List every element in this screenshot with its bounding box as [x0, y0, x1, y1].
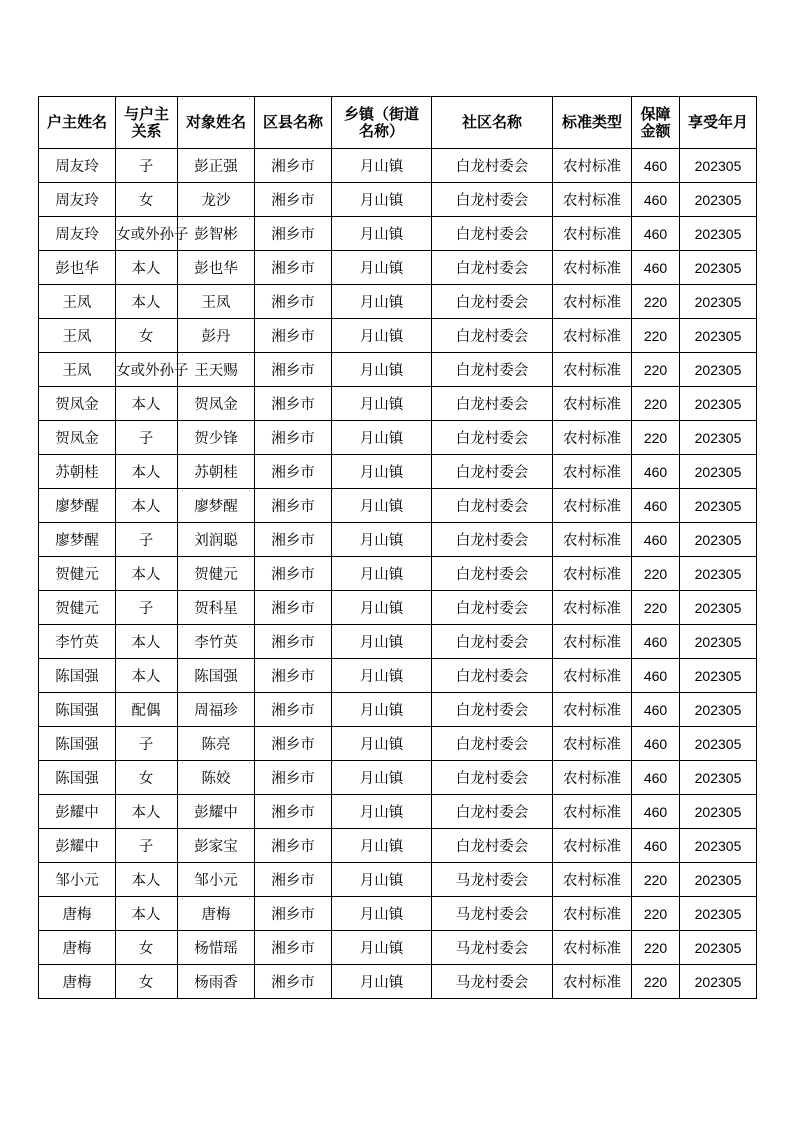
cell-householder-name: 陈国强	[39, 659, 116, 693]
cell-town: 月山镇	[332, 931, 432, 965]
cell-amount: 460	[632, 761, 680, 795]
cell-householder-name: 周友玲	[39, 217, 116, 251]
cell-town: 月山镇	[332, 183, 432, 217]
cell-recipient-name: 刘润聪	[178, 523, 255, 557]
cell-month: 202305	[680, 149, 757, 183]
header-community: 社区名称	[432, 97, 553, 149]
cell-standard-type: 农村标准	[553, 727, 632, 761]
cell-community: 白龙村委会	[432, 659, 553, 693]
cell-relation: 女或外孙子	[116, 353, 178, 387]
table-row	[39, 149, 757, 183]
table-row	[39, 557, 757, 591]
cell-standard-type: 农村标准	[553, 625, 632, 659]
cell-standard-type: 农村标准	[553, 523, 632, 557]
table-row	[39, 931, 757, 965]
cell-relation: 女	[116, 965, 178, 999]
cell-amount: 220	[632, 319, 680, 353]
cell-town: 月山镇	[332, 285, 432, 319]
cell-householder-name: 王凤	[39, 285, 116, 319]
cell-standard-type: 农村标准	[553, 489, 632, 523]
cell-relation: 子	[116, 829, 178, 863]
table-row	[39, 965, 757, 999]
cell-county: 湘乡市	[255, 829, 332, 863]
table-row	[39, 659, 757, 693]
cell-amount: 460	[632, 693, 680, 727]
cell-county: 湘乡市	[255, 897, 332, 931]
header-county: 区县名称	[255, 97, 332, 149]
table-row	[39, 489, 757, 523]
cell-relation: 本人	[116, 625, 178, 659]
cell-householder-name: 廖梦醒	[39, 523, 116, 557]
cell-amount: 460	[632, 625, 680, 659]
cell-month: 202305	[680, 523, 757, 557]
cell-relation: 本人	[116, 557, 178, 591]
cell-amount: 220	[632, 591, 680, 625]
table-row	[39, 319, 757, 353]
cell-county: 湘乡市	[255, 863, 332, 897]
subsidy-table	[38, 96, 757, 999]
cell-town: 月山镇	[332, 659, 432, 693]
cell-standard-type: 农村标准	[553, 387, 632, 421]
cell-standard-type: 农村标准	[553, 931, 632, 965]
table-row	[39, 761, 757, 795]
cell-county: 湘乡市	[255, 319, 332, 353]
cell-town: 月山镇	[332, 693, 432, 727]
cell-amount: 460	[632, 455, 680, 489]
table-row	[39, 693, 757, 727]
cell-community: 白龙村委会	[432, 251, 553, 285]
cell-recipient-name: 彭智彬	[178, 217, 255, 251]
cell-standard-type: 农村标准	[553, 863, 632, 897]
cell-town: 月山镇	[332, 863, 432, 897]
cell-community: 白龙村委会	[432, 387, 553, 421]
table-row	[39, 795, 757, 829]
cell-recipient-name: 彭丹	[178, 319, 255, 353]
cell-recipient-name: 王凤	[178, 285, 255, 319]
cell-month: 202305	[680, 761, 757, 795]
cell-standard-type: 农村标准	[553, 319, 632, 353]
cell-relation: 女	[116, 319, 178, 353]
cell-town: 月山镇	[332, 353, 432, 387]
cell-recipient-name: 李竹英	[178, 625, 255, 659]
cell-community: 白龙村委会	[432, 455, 553, 489]
cell-householder-name: 贺健元	[39, 591, 116, 625]
cell-town: 月山镇	[332, 727, 432, 761]
cell-householder-name: 陈国强	[39, 761, 116, 795]
table-row	[39, 421, 757, 455]
cell-recipient-name: 贺科星	[178, 591, 255, 625]
cell-relation: 子	[116, 727, 178, 761]
cell-community: 白龙村委会	[432, 489, 553, 523]
cell-householder-name: 贺健元	[39, 557, 116, 591]
cell-amount: 220	[632, 353, 680, 387]
cell-amount: 220	[632, 897, 680, 931]
cell-householder-name: 贺凤金	[39, 421, 116, 455]
cell-community: 白龙村委会	[432, 795, 553, 829]
cell-relation: 本人	[116, 387, 178, 421]
cell-relation: 本人	[116, 863, 178, 897]
cell-relation: 本人	[116, 795, 178, 829]
cell-month: 202305	[680, 319, 757, 353]
cell-householder-name: 廖梦醒	[39, 489, 116, 523]
cell-recipient-name: 唐梅	[178, 897, 255, 931]
table-row	[39, 523, 757, 557]
cell-county: 湘乡市	[255, 251, 332, 285]
cell-town: 月山镇	[332, 251, 432, 285]
cell-amount: 460	[632, 829, 680, 863]
cell-standard-type: 农村标准	[553, 659, 632, 693]
cell-town: 月山镇	[332, 625, 432, 659]
cell-relation: 子	[116, 421, 178, 455]
cell-month: 202305	[680, 931, 757, 965]
cell-standard-type: 农村标准	[553, 591, 632, 625]
cell-householder-name: 陈国强	[39, 693, 116, 727]
cell-relation: 女	[116, 761, 178, 795]
cell-community: 白龙村委会	[432, 625, 553, 659]
cell-county: 湘乡市	[255, 625, 332, 659]
table-row	[39, 387, 757, 421]
cell-amount: 460	[632, 795, 680, 829]
table-row	[39, 863, 757, 897]
table-row	[39, 251, 757, 285]
cell-standard-type: 农村标准	[553, 455, 632, 489]
cell-county: 湘乡市	[255, 149, 332, 183]
cell-month: 202305	[680, 217, 757, 251]
cell-community: 白龙村委会	[432, 761, 553, 795]
cell-amount: 220	[632, 285, 680, 319]
cell-recipient-name: 贺健元	[178, 557, 255, 591]
cell-month: 202305	[680, 659, 757, 693]
cell-recipient-name: 廖梦醒	[178, 489, 255, 523]
cell-community: 白龙村委会	[432, 217, 553, 251]
cell-county: 湘乡市	[255, 727, 332, 761]
cell-relation: 子	[116, 523, 178, 557]
cell-county: 湘乡市	[255, 217, 332, 251]
cell-recipient-name: 彭家宝	[178, 829, 255, 863]
cell-householder-name: 唐梅	[39, 897, 116, 931]
cell-relation: 本人	[116, 489, 178, 523]
cell-householder-name: 邹小元	[39, 863, 116, 897]
cell-town: 月山镇	[332, 149, 432, 183]
cell-recipient-name: 苏朝桂	[178, 455, 255, 489]
cell-community: 白龙村委会	[432, 285, 553, 319]
cell-recipient-name: 杨惜瑶	[178, 931, 255, 965]
cell-amount: 220	[632, 421, 680, 455]
cell-householder-name: 彭也华	[39, 251, 116, 285]
cell-town: 月山镇	[332, 421, 432, 455]
cell-month: 202305	[680, 897, 757, 931]
header-town: 乡镇（街道 名称）	[332, 97, 432, 149]
table-row	[39, 591, 757, 625]
cell-town: 月山镇	[332, 557, 432, 591]
cell-town: 月山镇	[332, 897, 432, 931]
cell-community: 白龙村委会	[432, 523, 553, 557]
cell-community: 马龙村委会	[432, 931, 553, 965]
table-row	[39, 183, 757, 217]
cell-community: 白龙村委会	[432, 693, 553, 727]
cell-county: 湘乡市	[255, 353, 332, 387]
cell-amount: 460	[632, 727, 680, 761]
cell-month: 202305	[680, 251, 757, 285]
cell-standard-type: 农村标准	[553, 761, 632, 795]
cell-householder-name: 周友玲	[39, 183, 116, 217]
cell-community: 马龙村委会	[432, 965, 553, 999]
cell-month: 202305	[680, 965, 757, 999]
cell-amount: 220	[632, 965, 680, 999]
header-householder-name: 户主姓名	[39, 97, 116, 149]
table-row	[39, 353, 757, 387]
cell-standard-type: 农村标准	[553, 183, 632, 217]
cell-householder-name: 陈国强	[39, 727, 116, 761]
cell-amount: 460	[632, 659, 680, 693]
table-row	[39, 455, 757, 489]
cell-community: 马龙村委会	[432, 863, 553, 897]
cell-amount: 460	[632, 251, 680, 285]
cell-county: 湘乡市	[255, 557, 332, 591]
cell-relation: 女	[116, 931, 178, 965]
cell-householder-name: 苏朝桂	[39, 455, 116, 489]
cell-standard-type: 农村标准	[553, 353, 632, 387]
cell-householder-name: 王凤	[39, 353, 116, 387]
cell-town: 月山镇	[332, 761, 432, 795]
cell-town: 月山镇	[332, 829, 432, 863]
cell-month: 202305	[680, 489, 757, 523]
cell-recipient-name: 彭正强	[178, 149, 255, 183]
cell-relation: 女	[116, 183, 178, 217]
cell-month: 202305	[680, 727, 757, 761]
cell-recipient-name: 王天赐	[178, 353, 255, 387]
cell-recipient-name: 邹小元	[178, 863, 255, 897]
cell-amount: 460	[632, 523, 680, 557]
cell-county: 湘乡市	[255, 285, 332, 319]
cell-town: 月山镇	[332, 455, 432, 489]
cell-householder-name: 唐梅	[39, 931, 116, 965]
table-row	[39, 829, 757, 863]
cell-month: 202305	[680, 421, 757, 455]
cell-county: 湘乡市	[255, 761, 332, 795]
cell-community: 白龙村委会	[432, 421, 553, 455]
cell-county: 湘乡市	[255, 931, 332, 965]
cell-month: 202305	[680, 795, 757, 829]
cell-county: 湘乡市	[255, 183, 332, 217]
cell-relation: 子	[116, 591, 178, 625]
cell-householder-name: 唐梅	[39, 965, 116, 999]
cell-community: 白龙村委会	[432, 591, 553, 625]
header-standard-type: 标准类型	[553, 97, 632, 149]
header-amount: 保障 金额	[632, 97, 680, 149]
cell-standard-type: 农村标准	[553, 149, 632, 183]
cell-town: 月山镇	[332, 217, 432, 251]
cell-householder-name: 彭耀中	[39, 795, 116, 829]
header-recipient-name: 对象姓名	[178, 97, 255, 149]
cell-amount: 460	[632, 183, 680, 217]
cell-recipient-name: 周福珍	[178, 693, 255, 727]
cell-recipient-name: 彭也华	[178, 251, 255, 285]
cell-recipient-name: 杨雨香	[178, 965, 255, 999]
cell-relation: 本人	[116, 455, 178, 489]
cell-town: 月山镇	[332, 523, 432, 557]
cell-month: 202305	[680, 557, 757, 591]
table-row	[39, 625, 757, 659]
cell-standard-type: 农村标准	[553, 897, 632, 931]
cell-standard-type: 农村标准	[553, 251, 632, 285]
cell-amount: 220	[632, 557, 680, 591]
cell-community: 白龙村委会	[432, 183, 553, 217]
cell-community: 白龙村委会	[432, 319, 553, 353]
table-row	[39, 285, 757, 319]
cell-county: 湘乡市	[255, 795, 332, 829]
cell-recipient-name: 陈姣	[178, 761, 255, 795]
cell-town: 月山镇	[332, 795, 432, 829]
cell-relation: 子	[116, 149, 178, 183]
cell-relation: 本人	[116, 285, 178, 319]
cell-month: 202305	[680, 591, 757, 625]
cell-month: 202305	[680, 455, 757, 489]
cell-standard-type: 农村标准	[553, 965, 632, 999]
cell-householder-name: 彭耀中	[39, 829, 116, 863]
table-row	[39, 897, 757, 931]
cell-town: 月山镇	[332, 591, 432, 625]
cell-month: 202305	[680, 863, 757, 897]
cell-community: 白龙村委会	[432, 829, 553, 863]
cell-community: 白龙村委会	[432, 727, 553, 761]
cell-community: 白龙村委会	[432, 353, 553, 387]
cell-county: 湘乡市	[255, 659, 332, 693]
table-row	[39, 217, 757, 251]
cell-county: 湘乡市	[255, 523, 332, 557]
cell-amount: 460	[632, 489, 680, 523]
cell-county: 湘乡市	[255, 387, 332, 421]
cell-month: 202305	[680, 693, 757, 727]
cell-community: 白龙村委会	[432, 557, 553, 591]
cell-standard-type: 农村标准	[553, 795, 632, 829]
cell-town: 月山镇	[332, 965, 432, 999]
cell-month: 202305	[680, 829, 757, 863]
cell-standard-type: 农村标准	[553, 217, 632, 251]
cell-county: 湘乡市	[255, 489, 332, 523]
cell-relation: 本人	[116, 251, 178, 285]
cell-relation: 配偶	[116, 693, 178, 727]
cell-standard-type: 农村标准	[553, 285, 632, 319]
cell-recipient-name: 贺凤金	[178, 387, 255, 421]
cell-amount: 460	[632, 149, 680, 183]
cell-town: 月山镇	[332, 387, 432, 421]
cell-town: 月山镇	[332, 319, 432, 353]
cell-standard-type: 农村标准	[553, 557, 632, 591]
cell-month: 202305	[680, 285, 757, 319]
cell-standard-type: 农村标准	[553, 693, 632, 727]
cell-standard-type: 农村标准	[553, 421, 632, 455]
cell-amount: 220	[632, 387, 680, 421]
cell-recipient-name: 彭耀中	[178, 795, 255, 829]
table-row	[39, 727, 757, 761]
cell-county: 湘乡市	[255, 965, 332, 999]
cell-recipient-name: 陈亮	[178, 727, 255, 761]
cell-month: 202305	[680, 387, 757, 421]
cell-month: 202305	[680, 625, 757, 659]
cell-county: 湘乡市	[255, 693, 332, 727]
cell-relation: 本人	[116, 659, 178, 693]
cell-amount: 460	[632, 217, 680, 251]
cell-relation: 本人	[116, 897, 178, 931]
cell-town: 月山镇	[332, 489, 432, 523]
cell-relation: 女或外孙子	[116, 217, 178, 251]
cell-standard-type: 农村标准	[553, 829, 632, 863]
cell-recipient-name: 陈国强	[178, 659, 255, 693]
cell-householder-name: 李竹英	[39, 625, 116, 659]
cell-amount: 220	[632, 931, 680, 965]
cell-community: 白龙村委会	[432, 149, 553, 183]
cell-householder-name: 周友玲	[39, 149, 116, 183]
cell-recipient-name: 贺少锋	[178, 421, 255, 455]
cell-county: 湘乡市	[255, 455, 332, 489]
header-month: 享受年月	[680, 97, 757, 149]
cell-recipient-name: 龙沙	[178, 183, 255, 217]
cell-amount: 220	[632, 863, 680, 897]
cell-county: 湘乡市	[255, 421, 332, 455]
header-row	[39, 97, 757, 149]
cell-month: 202305	[680, 353, 757, 387]
cell-month: 202305	[680, 183, 757, 217]
cell-householder-name: 王凤	[39, 319, 116, 353]
cell-householder-name: 贺凤金	[39, 387, 116, 421]
cell-community: 马龙村委会	[432, 897, 553, 931]
cell-county: 湘乡市	[255, 591, 332, 625]
header-relation: 与户主 关系	[116, 97, 178, 149]
